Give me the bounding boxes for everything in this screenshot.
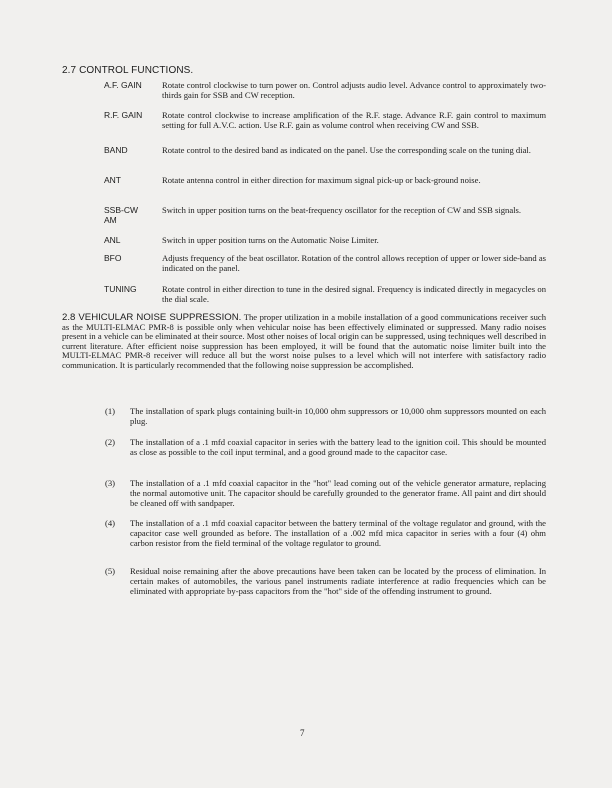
control-label-band: BAND bbox=[104, 145, 128, 155]
control-label-am: AM bbox=[104, 215, 117, 225]
control-label-tuning: TUNING bbox=[104, 284, 137, 294]
control-desc-tuning: Rotate control in either direction to tune in the desired signal. Frequency is indicated directly in megacycles on the dial scale. bbox=[162, 284, 546, 305]
control-label-bfo: BFO bbox=[104, 253, 122, 263]
item-number-5: (5) bbox=[105, 566, 116, 576]
item-text-5: Residual noise remaining after the above precautions have been taken can be located by the process of elimination. In certain makes of automobiles, the various panel instruments radiate interference at radio frequencies which can be eliminated with appropriate by-pass capacitors from the "hot" side of the offending instrument to ground. bbox=[130, 566, 546, 597]
control-desc-af-gain: Rotate control clockwise to turn power on. Control adjusts audio level. Advance control to approximately two-thirds gain for SSB and CW reception. bbox=[162, 80, 546, 101]
item-text-1: The installation of spark plugs containing built-in 10,000 ohm suppressors or 10,000 ohm suppressors mounted on each plug. bbox=[130, 406, 546, 427]
item-text-4: The installation of a .1 mfd coaxial capacitor between the battery terminal of the voltage regulator and ground, with the capacitor case well grounded as before. The installation of a .002 mfd mica capacitor in series with a four (4) ohm carbon resistor from the field terminal of the voltage regulator to ground. bbox=[130, 518, 546, 549]
item-number-3: (3) bbox=[105, 478, 116, 488]
item-number-2: (2) bbox=[105, 437, 116, 447]
control-desc-bfo: Adjusts frequency of the beat oscillator. Rotation of the control allows reception of upper or lower side-band as indicated on the panel. bbox=[162, 253, 546, 274]
control-desc-ssb-cw: Switch in upper position turns on the beat-frequency oscillator for the reception of CW and SSB signals. bbox=[162, 205, 522, 215]
item-number-4: (4) bbox=[105, 518, 116, 528]
control-label-ssb-cw: SSB-CW bbox=[104, 205, 138, 215]
control-label-af-gain: A.F. GAIN bbox=[104, 80, 142, 90]
section-2-8-title: 2.8 VEHICULAR NOISE SUPPRESSION. bbox=[62, 312, 242, 323]
page-number: 7 bbox=[300, 728, 305, 738]
item-number-1: (1) bbox=[105, 406, 116, 416]
control-label-ant: ANT bbox=[104, 175, 121, 185]
section-2-7-title: 2.7 CONTROL FUNCTIONS. bbox=[62, 65, 194, 76]
section-2-8-paragraph bbox=[62, 313, 546, 371]
control-desc-rf-gain: Rotate control clockwise to increase amplification of the R.F. stage. Advance R.F. gain control to maximum setting for full A.V.C. action. Use R.F. gain as volume control when receiving CW and SSB. bbox=[162, 110, 546, 131]
control-label-anl: ANL bbox=[104, 235, 121, 245]
section-2-8-intro: The proper utilization in a mobile installation of a good communications receiver such as the MULTI-ELMAC PMR-8 is possible only when vehicular noise has been effectively eliminated or suppressed. Many radio noises present in a vehicle can be eliminated at their source. Most other noises of local origin can be suppressed, using techniques well described in current literature. After efficient noise suppression has been employed, it will be found that the automatic noise limiter built into the MULTI-ELMAC PMR-8 receiver will reduce all but the worst noise pulses to a level which will not interfere with satisfactory radio communication. It is particularly recommended that the following noise suppression be accomplished. bbox=[62, 312, 546, 370]
control-desc-band: Rotate control to the desired band as indicated on the panel. Use the corresponding scale on the tuning dial. bbox=[162, 145, 531, 155]
control-label-rf-gain: R.F. GAIN bbox=[104, 110, 143, 120]
control-desc-ant: Rotate antenna control in either direction for maximum signal pick-up or back-ground noise. bbox=[162, 175, 481, 185]
control-desc-anl: Switch in upper position turns on the Automatic Noise Limiter. bbox=[162, 235, 379, 245]
item-text-3: The installation of a .1 mfd coaxial capacitor in the "hot" lead coming out of the vehicle generator armature, replacing the normal automotive unit. The capacitor should be carefully grounded to the generator frame. All paint and dirt should be cleaned off with sandpaper. bbox=[130, 478, 546, 509]
item-text-2: The installation of a .1 mfd coaxial capacitor in series with the battery lead to the ignition coil. This should be mounted as close as possible to the coil input terminal, and a good ground made to the capacitor case. bbox=[130, 437, 546, 458]
